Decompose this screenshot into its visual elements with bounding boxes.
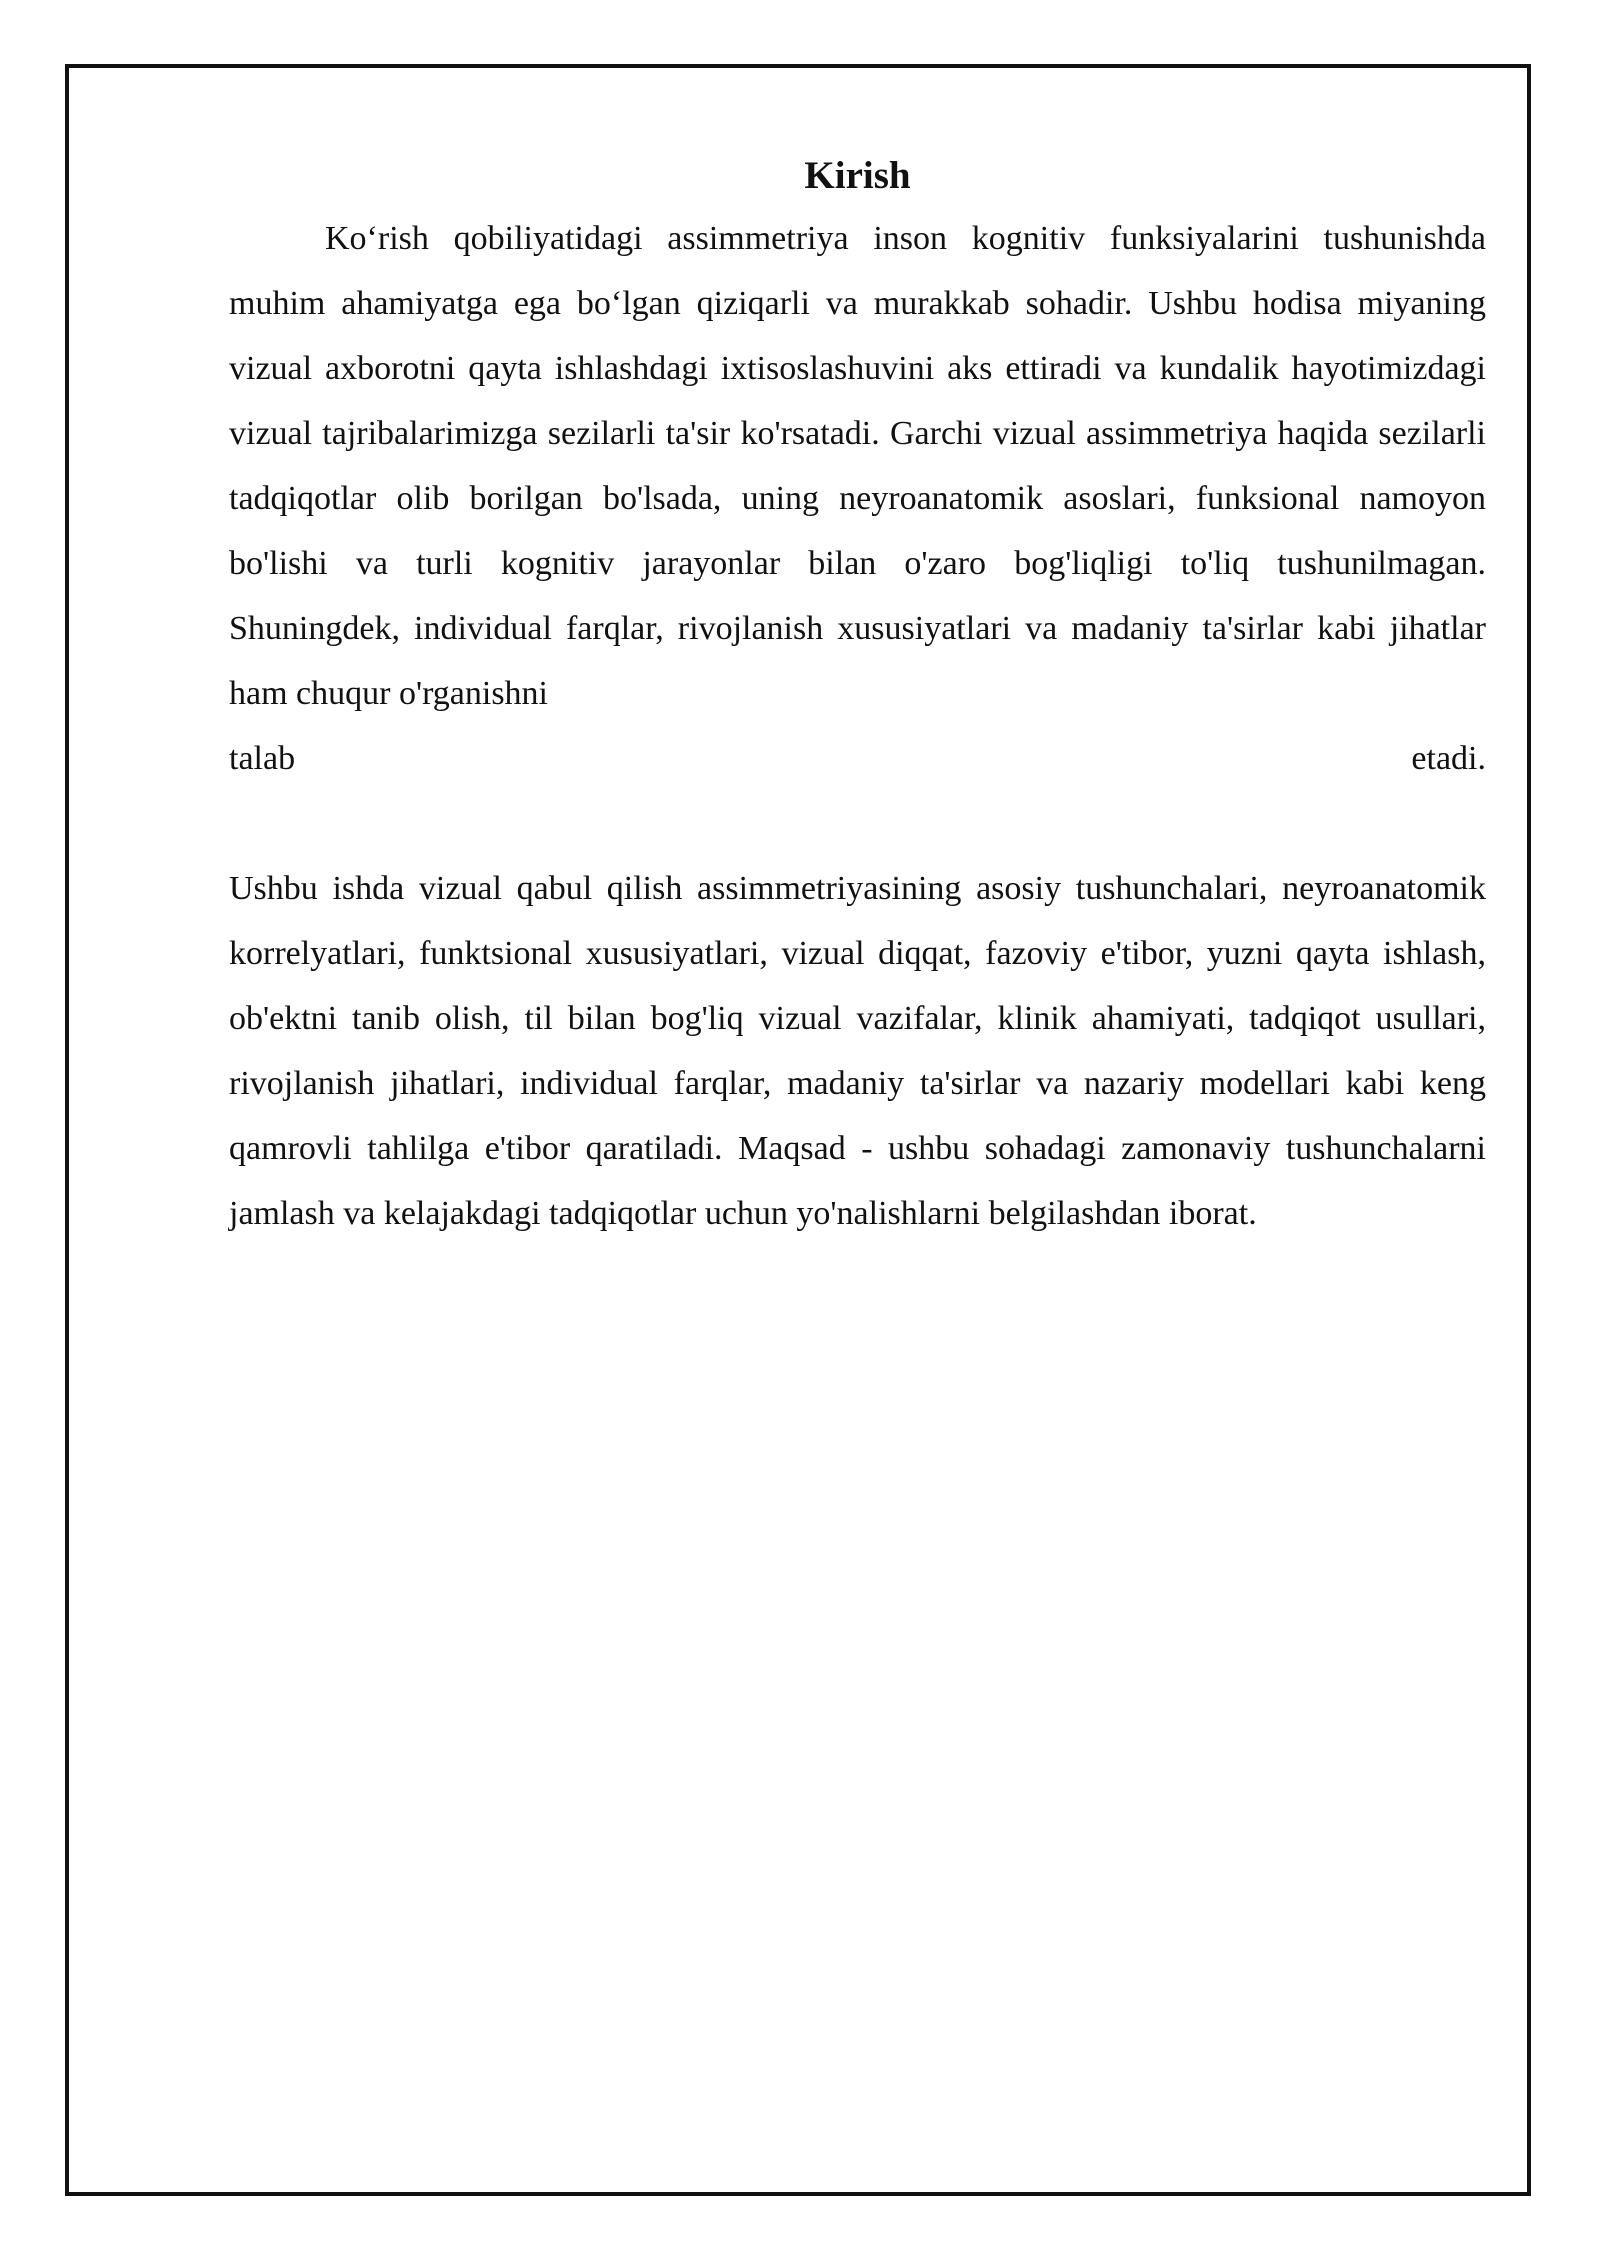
paragraph-1-last-word-right: etadi.: [1411, 740, 1486, 777]
paragraph-spacer: [229, 791, 1486, 856]
document-body: [229, 150, 1486, 1246]
document-title: Kirish: [804, 154, 911, 197]
paragraph-1-last-line: [229, 726, 1486, 791]
introduction-paragraph-1: Ko‘rish qobiliyatidagi assimmetriya inson kognitiv funksiyalarini tushunishda muhim ahamiyatga ega bo‘lgan qiziqarli va murakkab sohadir. Ushbu hodisa miyaning vizual axborotni qayta ishlashdagi ixtisoslashuvini aks ettiradi va kundalik hayotimizdagi vizual tajribalarimizga sezilarli ta'sir ko'rsatadi. Garchi vizual assimmetriya haqida sezilarli tadqiqotlar olib borilgan bo'lsada, uning neyroanatomik asoslari, funksional namoyon bo'lishi va turli kognitiv jarayonlar bilan o'zaro bog'liqligi to'liq tushunilmagan. Shuningdek, individual farqlar, rivojlanish xususiyatlari va madaniy ta'sirlar kabi jihatlar ham chuqur o'rganishni: [229, 220, 1486, 712]
introduction-paragraph-2: Ushbu ishda vizual qabul qilish assimmetriyasining asosiy tushunchalari, neyroanatomik korrelyatlari, funktsional xususiyatlari, vizual diqqat, fazoviy e'tibor, yuzni qayta ishlash, ob'ektni tanib olish, til bilan bog'liq vizual vazifalar, klinik ahamiyati, tadqiqot usullari, rivojlanish jihatlari, individual farqlar, madaniy ta'sirlar va nazariy modellari kabi keng qamrovli tahlilga e'tibor qaratiladi. Maqsad - ushbu sohadagi zamonaviy tushunchalarni jamlash va kelajakdagi tadqiqotlar uchun yo'nalishlarni belgilashdan iborat.: [229, 870, 1486, 1232]
paragraph-1-last-word-left: talab: [229, 740, 296, 777]
